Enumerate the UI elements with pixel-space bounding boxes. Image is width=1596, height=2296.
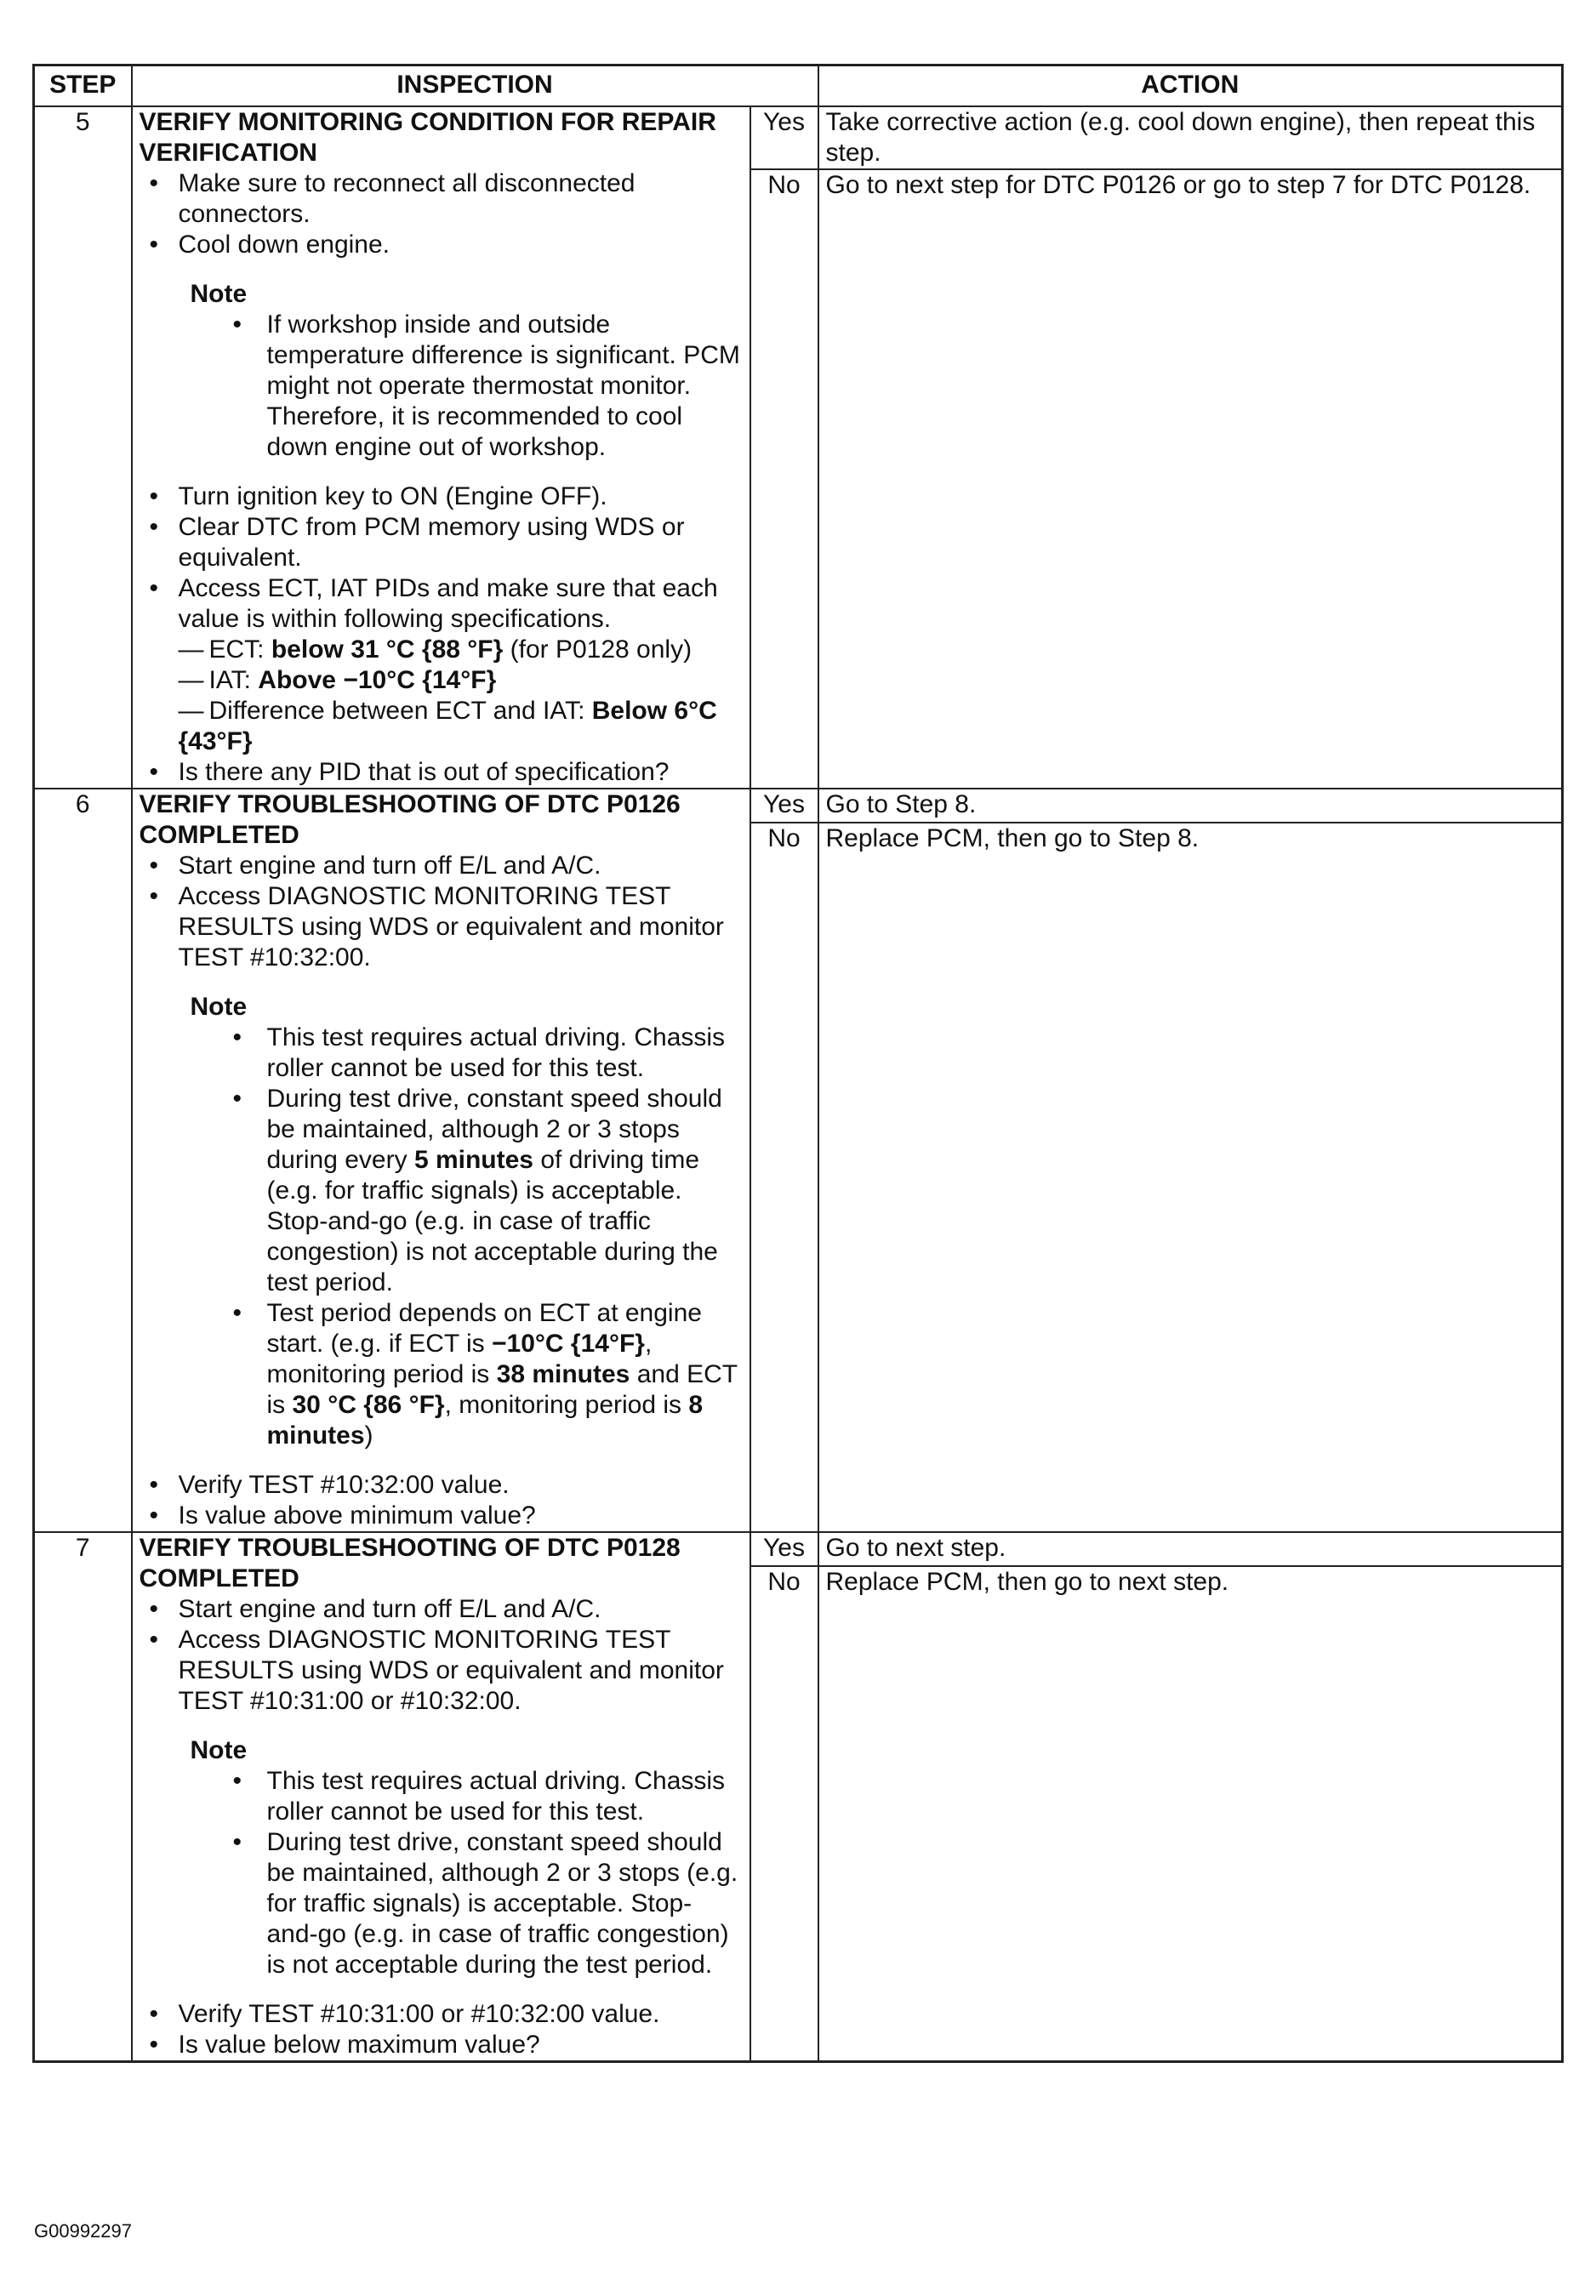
yes-action: Go to Step 8.	[818, 789, 1563, 823]
spec-value: Below 6°C {43°F}	[178, 697, 717, 755]
spec-value: below 31 °C {88 °F}	[271, 635, 504, 664]
list-item: • If workshop inside and outside temperature difference is significant. PCM might not operate thermostat monitor. Therefore, it is recommended to cool down engine out of workshop.	[140, 310, 743, 463]
yes-label: Yes	[750, 1532, 818, 1566]
inspection-bullets	[140, 1999, 743, 2060]
note-title: Note	[190, 280, 248, 308]
list-item: • This test requires actual driving. Chassis roller cannot be used for this test.	[140, 1766, 743, 1827]
note-text: )	[364, 1421, 373, 1450]
note-emphasis: 8 minutes	[266, 1391, 704, 1450]
no-action: Go to next step for DTC P0126 or go to step 7 for DTC P0128.	[818, 169, 1563, 789]
note-text: and ECT is	[266, 1360, 738, 1419]
list-item: • Verify TEST #10:32:00 value.	[140, 1470, 743, 1501]
inspection-bullets	[140, 168, 743, 260]
list-item: • Access DIAGNOSTIC MONITORING TEST RESULTS using WDS or equivalent and monitor TEST #10:32:00.	[140, 881, 743, 973]
list-item	[140, 1084, 743, 1298]
no-label: No	[750, 1566, 818, 2062]
list-item: • Cool down engine.	[140, 230, 743, 260]
no-action: Replace PCM, then go to Step 8.	[818, 823, 1563, 1532]
table-row	[34, 1532, 1563, 1566]
spec-value: Above −10°C {14°F}	[258, 666, 497, 694]
note-text: , monitoring period is	[266, 1330, 653, 1388]
list-item: • Access DIAGNOSTIC MONITORING TEST RESULTS using WDS or equivalent and monitor TEST #10:31:00 or #10:32:00.	[140, 1625, 743, 1717]
table-row	[34, 106, 1563, 169]
spec-label: ECT:	[208, 635, 271, 664]
list-item: • Turn ignition key to ON (Engine OFF).	[140, 481, 743, 512]
dash: —	[178, 697, 204, 725]
list-item: • Is value below maximum value?	[140, 2030, 743, 2060]
spec-note: (for P0128 only)	[503, 635, 693, 664]
note-bullets	[140, 310, 743, 463]
yes-label: Yes	[750, 106, 818, 169]
note-emphasis: 38 minutes	[496, 1360, 630, 1388]
inspection-bullets	[140, 481, 743, 788]
spec-label: IAT:	[208, 666, 259, 694]
spec-line	[179, 635, 743, 665]
note-block	[140, 992, 743, 1451]
note-block	[140, 1735, 743, 1980]
inspection-cell	[132, 1532, 750, 2062]
step-title: VERIFY TROUBLESHOOTING OF DTC P0128 COMPLETED	[139, 1534, 681, 1592]
header-action: ACTION	[818, 66, 1563, 107]
list-item: • Is there any PID that is out of specification?	[140, 757, 743, 788]
inspection-bullets	[140, 851, 743, 973]
step-number: 5	[34, 106, 132, 789]
figure-id: G00992297	[34, 2220, 132, 2242]
list-item	[140, 573, 743, 757]
note-text: of driving time (e.g. for traffic signals) is acceptable. Stop-and-go (e.g. in case of traffic congestion) is not acceptable during the test period.	[266, 1146, 718, 1296]
note-emphasis: 30 °C {86 °F}	[292, 1391, 445, 1419]
yes-action: Take corrective action (e.g. cool down engine), then repeat this step.	[818, 106, 1563, 169]
list-item-text: Access ECT, IAT PIDs and make sure that each value is within following specifications.	[178, 574, 718, 633]
list-item: • Clear DTC from PCM memory using WDS or equivalent.	[140, 512, 743, 573]
step-number: 6	[34, 789, 132, 1532]
table-row	[34, 789, 1563, 823]
note-text: During test drive, constant speed should be maintained, although 2 or 3 stops during every	[266, 1085, 722, 1174]
spec-line	[179, 665, 743, 696]
note-text: Test period depends on ECT at engine start. (e.g. if ECT is	[266, 1299, 702, 1358]
table-header-row	[34, 66, 1563, 107]
diagnostic-procedure-table	[32, 64, 1564, 2063]
list-item: • Make sure to reconnect all disconnected connectors.	[140, 168, 743, 230]
note-text: , monitoring period is	[444, 1391, 689, 1419]
list-item: • Is value above minimum value?	[140, 1501, 743, 1531]
step-title: VERIFY MONITORING CONDITION FOR REPAIR VERIFICATION	[139, 108, 716, 167]
list-item: • This test requires actual driving. Chassis roller cannot be used for this test.	[140, 1023, 743, 1084]
no-label: No	[750, 823, 818, 1532]
list-item: • Verify TEST #10:31:00 or #10:32:00 value.	[140, 1999, 743, 2030]
spec-label: Difference between ECT and IAT:	[208, 697, 592, 725]
header-inspection: INSPECTION	[132, 66, 818, 107]
list-item	[140, 1298, 743, 1451]
inspection-cell	[132, 789, 750, 1532]
note-bullets	[140, 1766, 743, 1980]
spec-line	[179, 696, 743, 757]
list-item: • Start engine and turn off E/L and A/C.	[140, 1594, 743, 1625]
no-action: Replace PCM, then go to next step.	[818, 1566, 1563, 2062]
header-step: STEP	[34, 66, 132, 107]
note-title: Note	[190, 993, 248, 1021]
dash: —	[178, 635, 204, 664]
yes-label: Yes	[750, 789, 818, 823]
dash: —	[178, 666, 204, 694]
inspection-cell	[132, 106, 750, 789]
yes-action: Go to next step.	[818, 1532, 1563, 1566]
list-item: • Start engine and turn off E/L and A/C.	[140, 851, 743, 881]
note-title: Note	[190, 1736, 248, 1764]
note-emphasis: −10°C {14°F}	[492, 1330, 645, 1358]
step-number: 7	[34, 1532, 132, 2062]
inspection-bullets	[140, 1594, 743, 1717]
inspection-bullets	[140, 1470, 743, 1531]
note-block	[140, 279, 743, 463]
note-bullets	[140, 1023, 743, 1451]
step-title: VERIFY TROUBLESHOOTING OF DTC P0126 COMPLETED	[139, 790, 681, 849]
no-label: No	[750, 169, 818, 789]
list-item: • During test drive, constant speed should be maintained, although 2 or 3 stops (e.g. for traffic signals) is acceptable. Stop-and-go (e.g. in case of traffic congestion) is not acceptable during the test period.	[140, 1827, 743, 1980]
note-emphasis: 5 minutes	[413, 1146, 533, 1174]
